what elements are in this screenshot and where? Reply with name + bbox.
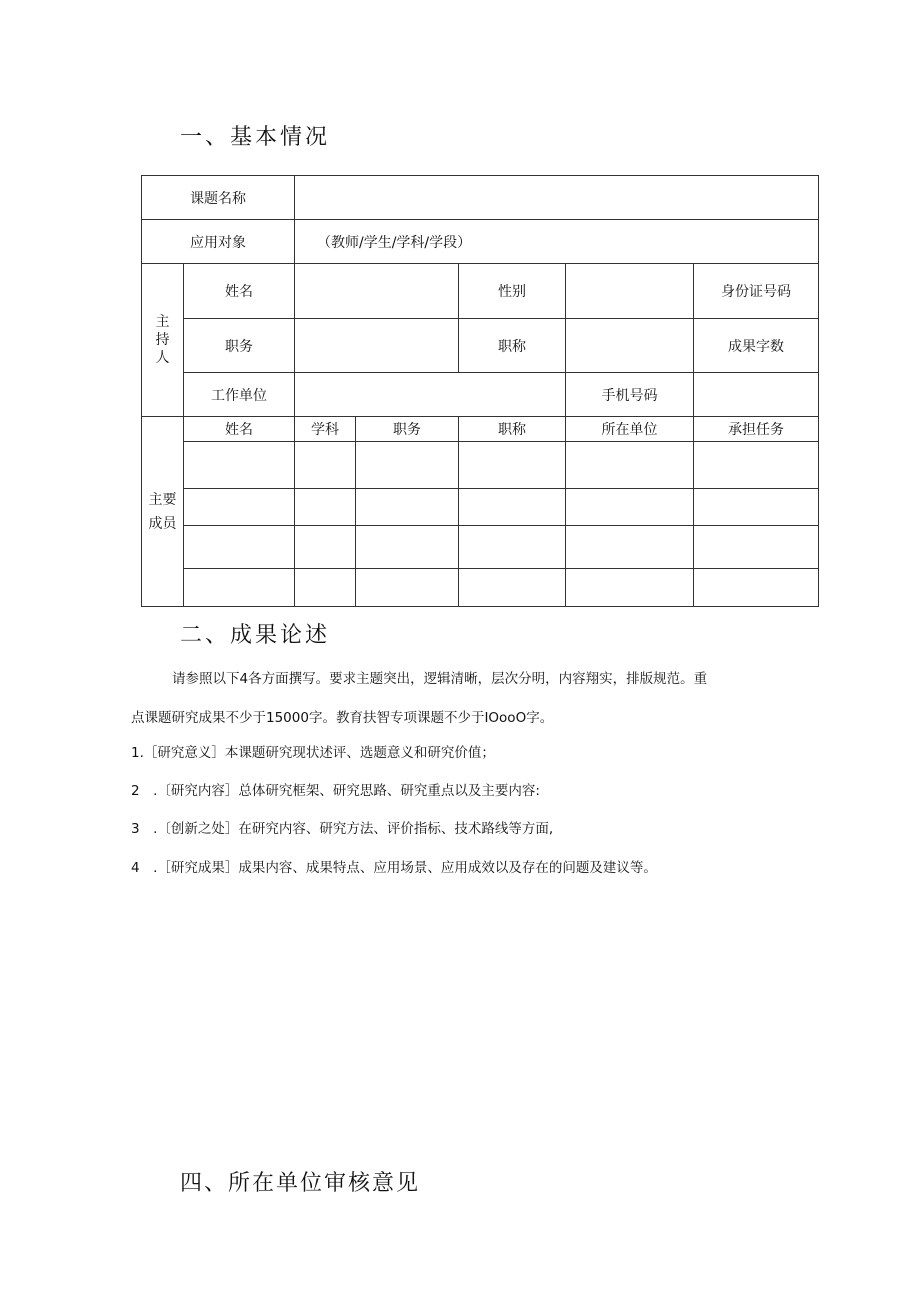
- member-cell[interactable]: [295, 489, 356, 526]
- requirement-item-4: 4 .［研究成果］成果内容、成果特点、应用场景、应用成效以及存在的问题及建议等。: [131, 860, 657, 876]
- work-unit-label: 工作单位: [184, 373, 295, 417]
- member-header-subject: 学科: [295, 417, 356, 442]
- work-unit-input[interactable]: [295, 373, 566, 417]
- intro-line-1: 请参照以下4各方面撰写。要求主题突出，逻辑清晰，层次分明，内容翔实，排版规范。重: [172, 671, 708, 687]
- member-cell[interactable]: [566, 489, 694, 526]
- member-cell[interactable]: [356, 526, 459, 569]
- member-cell[interactable]: [459, 569, 566, 607]
- member-row: [142, 569, 819, 607]
- member-cell[interactable]: [566, 569, 694, 607]
- member-header-task: 承担任务: [694, 417, 819, 442]
- member-cell[interactable]: [566, 526, 694, 569]
- member-cell[interactable]: [295, 526, 356, 569]
- topic-name-input[interactable]: [295, 176, 819, 220]
- requirement-item-2: 2 .〔研究内容］总体研究框架、研究思路、研究重点以及主要内容:: [131, 783, 540, 799]
- member-row: [142, 526, 819, 569]
- host-name-label: 姓名: [184, 264, 295, 319]
- member-cell[interactable]: [184, 442, 295, 489]
- member-cell[interactable]: [459, 526, 566, 569]
- member-cell[interactable]: [694, 526, 819, 569]
- intro-line-2: 点课题研究成果不少于15000字。教育扶智专项课题不少于IOooO字。: [131, 710, 554, 726]
- member-cell[interactable]: [184, 569, 295, 607]
- host-id-label: 身份证号码: [694, 264, 819, 319]
- host-label: [142, 264, 184, 417]
- section-heading-achievement: 二、成果论述: [180, 623, 331, 648]
- member-header-unit: 所在单位: [566, 417, 694, 442]
- host-title-label: 职称: [459, 319, 566, 373]
- member-header-position: 职务: [356, 417, 459, 442]
- member-header-title: 职称: [459, 417, 566, 442]
- host-gender-input[interactable]: [566, 264, 694, 319]
- target-label: 应用对象: [142, 220, 295, 264]
- member-cell[interactable]: [459, 489, 566, 526]
- members-label-line1: 主要: [148, 491, 177, 508]
- section-heading-review: 四、所在单位审核意见: [180, 1171, 421, 1196]
- member-cell[interactable]: [356, 569, 459, 607]
- target-input[interactable]: （教师/学生/学科/学段）: [295, 220, 819, 264]
- host-gender-label: 性别: [459, 264, 566, 319]
- basic-info-table: [141, 175, 819, 607]
- member-cell[interactable]: [459, 442, 566, 489]
- phone-input[interactable]: [694, 373, 819, 417]
- member-cell[interactable]: [356, 442, 459, 489]
- member-cell[interactable]: [694, 442, 819, 489]
- member-cell[interactable]: [566, 442, 694, 489]
- host-label-text: 主持人: [155, 314, 170, 366]
- member-cell[interactable]: [184, 526, 295, 569]
- host-position-label: 职务: [184, 319, 295, 373]
- host-position-input[interactable]: [295, 319, 459, 373]
- member-cell[interactable]: [295, 569, 356, 607]
- member-cell[interactable]: [694, 569, 819, 607]
- phone-label: 手机号码: [566, 373, 694, 417]
- members-label: [142, 417, 184, 607]
- member-header-name: 姓名: [184, 417, 295, 442]
- member-cell[interactable]: [184, 489, 295, 526]
- requirement-item-3: 3 .〔创新之处］在研究内容、研究方法、评价指标、技术路线等方面,: [131, 821, 554, 837]
- members-label-line2: 成员: [148, 515, 177, 532]
- member-cell[interactable]: [694, 489, 819, 526]
- member-cell[interactable]: [295, 442, 356, 489]
- member-row: [142, 442, 819, 489]
- host-name-input[interactable]: [295, 264, 459, 319]
- topic-name-label: 课题名称: [142, 176, 295, 220]
- member-cell[interactable]: [356, 489, 459, 526]
- requirement-item-1: 1.［研究意义］本课题研究现状述评、选题意义和研究价值；: [131, 745, 495, 761]
- section-heading-basic-info: 一、基本情况: [180, 125, 331, 150]
- word-count-label: 成果字数: [694, 319, 819, 373]
- member-row: [142, 489, 819, 526]
- host-title-input[interactable]: [566, 319, 694, 373]
